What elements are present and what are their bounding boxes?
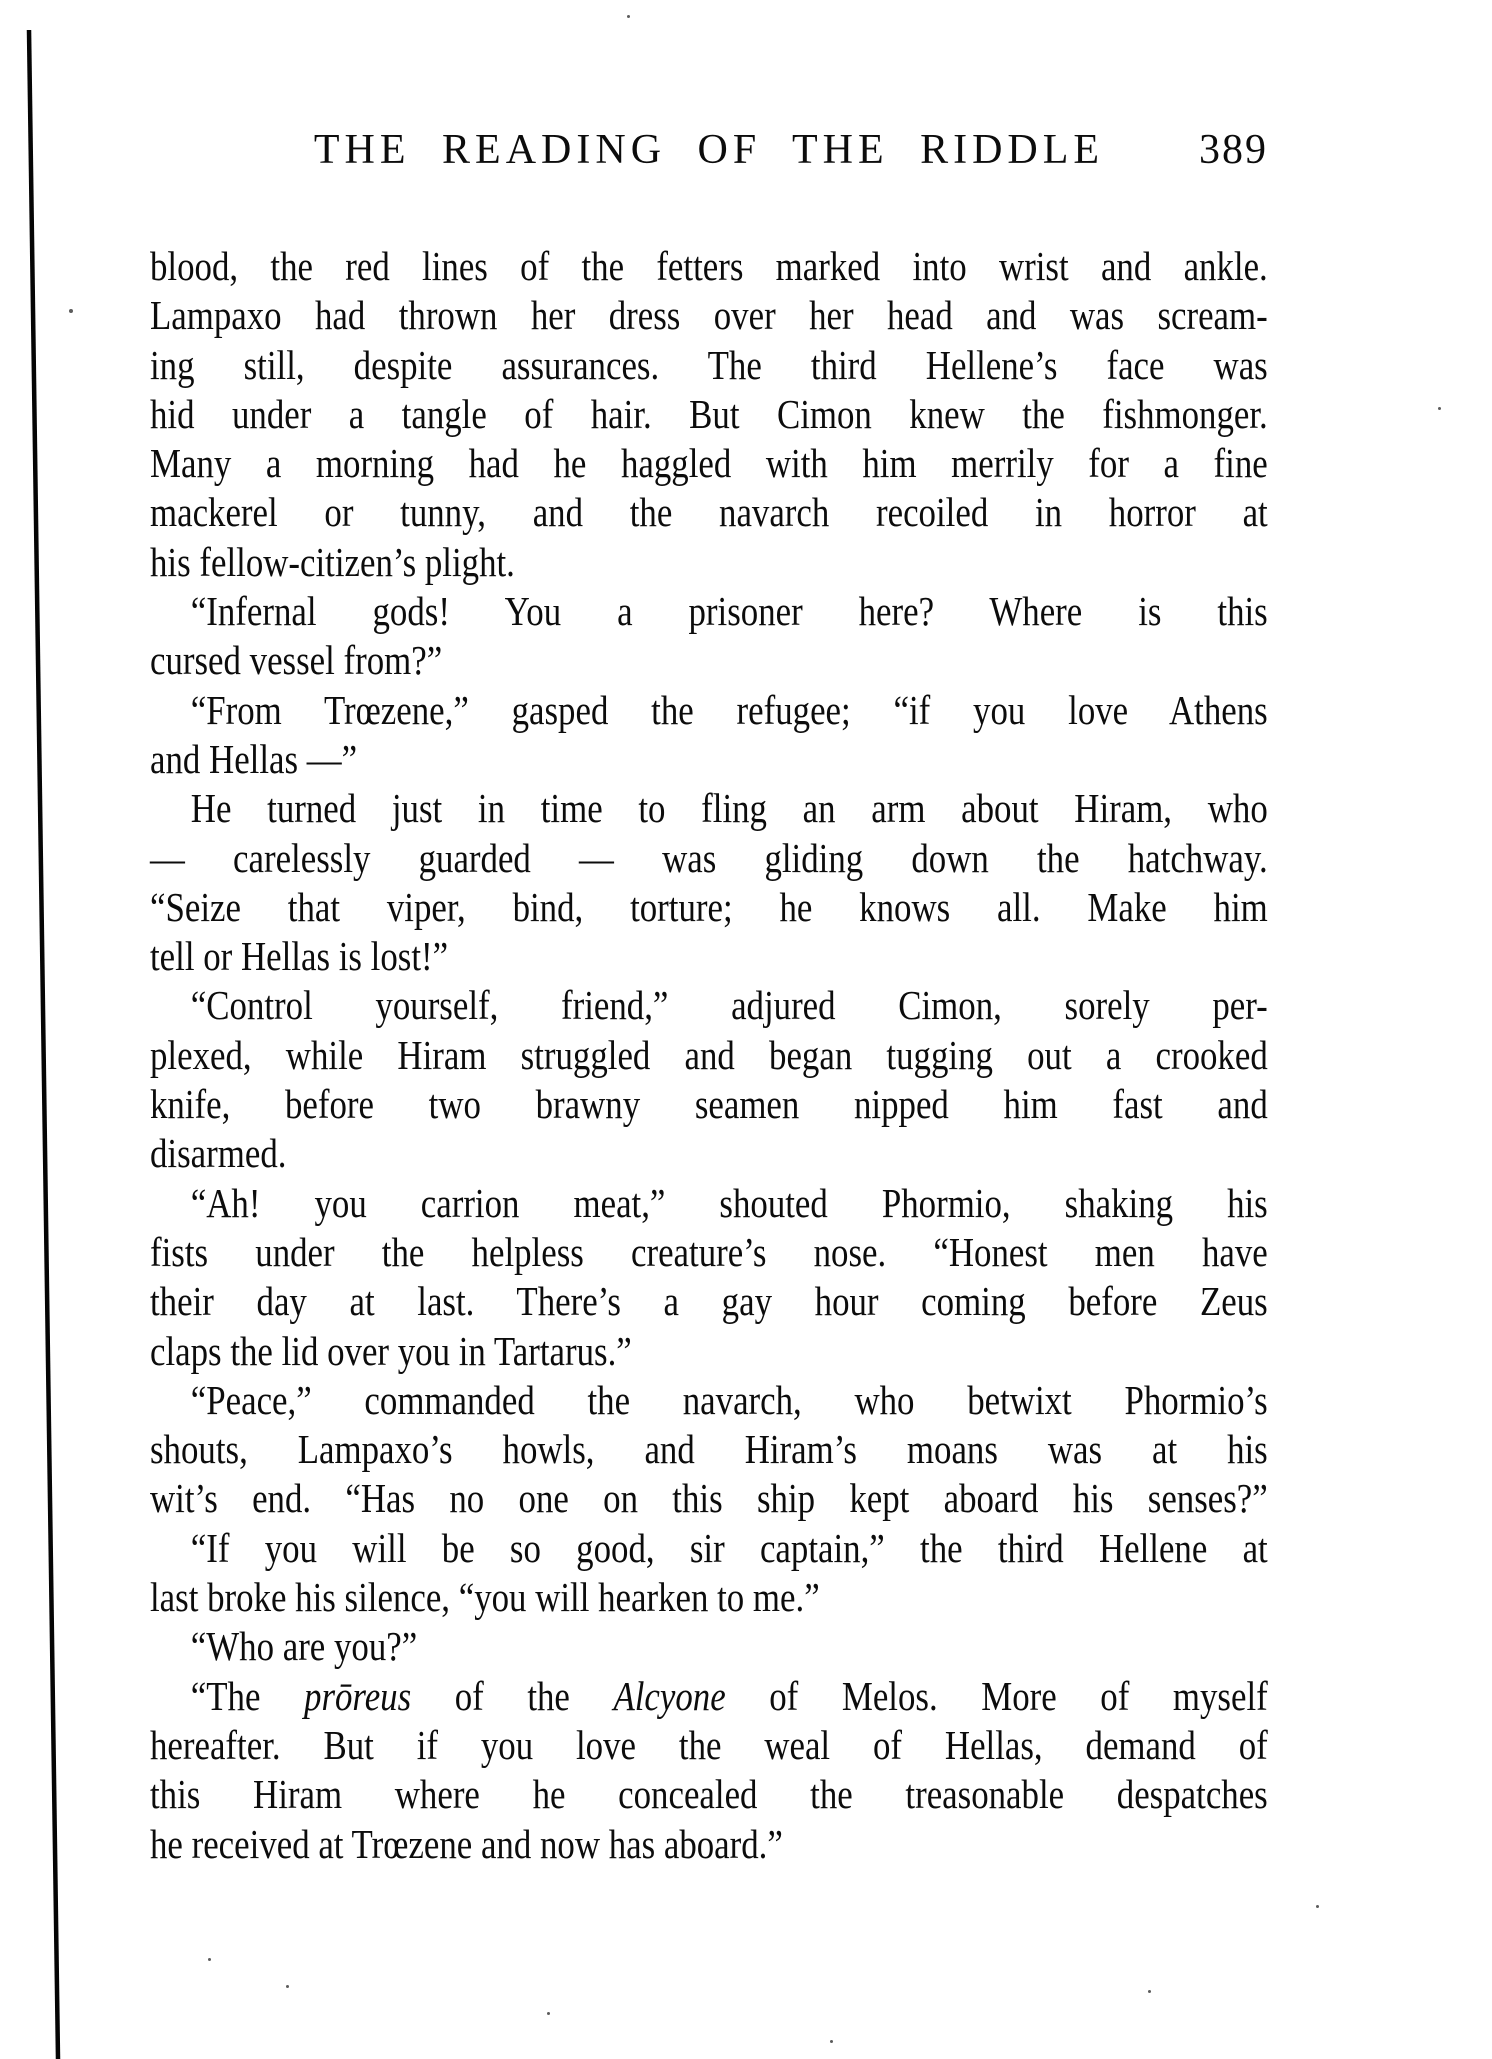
- text-line: their day at last. There’s a gay hour coming before Zeus: [150, 1278, 1268, 1325]
- text-line: last broke his silence, “you will hearken to me.”: [150, 1574, 820, 1621]
- text-line: knife, before two brawny seamen nipped him fast and: [150, 1081, 1268, 1128]
- text-line: tell or Hellas is lost!”: [150, 933, 449, 980]
- text-line: cursed vessel from?”: [150, 637, 443, 684]
- text-line: — carelessly guarded — was gliding down the hatchway.: [150, 834, 1268, 881]
- text-line: he received at Trœzene and now has aboard.”: [150, 1820, 783, 1867]
- text-line: “If you will be so good, sir captain,” the third Hellene at: [190, 1524, 1268, 1571]
- running-title: THE READING OF THE RIDDLE: [313, 127, 1105, 173]
- text-line: “From Trœzene,” gasped the refugee; “if you love Athens: [190, 686, 1268, 733]
- scan-speck: [208, 1958, 211, 1961]
- text-segment: “The: [190, 1672, 305, 1719]
- text-line: mackerel or tunny, and the navarch recoiled in horror at: [150, 489, 1268, 536]
- text-line: plexed, while Hiram struggled and began tugging out a crooked: [150, 1031, 1268, 1078]
- text-block: [150, 242, 1268, 1869]
- scan-speck: [1438, 407, 1441, 410]
- italic-term: prōreus: [304, 1672, 412, 1719]
- text-line: claps the lid over you in Tartarus.”: [150, 1327, 632, 1374]
- italic-term: Alcyone: [613, 1672, 726, 1719]
- page-edge-line: [0, 0, 80, 2059]
- text-segment: of the: [411, 1672, 614, 1719]
- page-number: 389: [1199, 127, 1268, 173]
- text-line: fists under the helpless creature’s nose. “Honest men have: [150, 1228, 1268, 1275]
- page-header: [150, 126, 1268, 178]
- scan-speck: [69, 309, 73, 313]
- text-line: disarmed.: [150, 1130, 287, 1177]
- scan-speck: [286, 1985, 289, 1988]
- text-line: hereafter. But if you love the weal of Hellas, demand of: [150, 1721, 1268, 1768]
- scan-speck: [1316, 1905, 1319, 1908]
- text-line: his fellow-citizen’s plight.: [150, 538, 515, 585]
- text-line: “Seize that viper, bind, torture; he knows all. Make him: [150, 883, 1268, 930]
- text-line: “Peace,” commanded the navarch, who betwixt Phormio’s: [190, 1376, 1268, 1423]
- text-line: He turned just in time to fling an arm about Hiram, who: [190, 785, 1268, 832]
- text-line: blood, the red lines of the fetters marked into wrist and ankle.: [150, 243, 1268, 289]
- text-line: and Hellas —”: [150, 735, 358, 782]
- text-line: “Infernal gods! You a prisoner here? Where is this: [190, 588, 1268, 635]
- text-line: “Ah! you carrion meat,” shouted Phormio, shaking his: [190, 1179, 1268, 1226]
- text-segment: of Melos. More of myself: [725, 1672, 1268, 1719]
- text-line: “Control yourself, friend,” adjured Cimon, sorely per-: [190, 982, 1268, 1029]
- text-line: ing still, despite assurances. The third Hellene’s face was: [150, 341, 1268, 388]
- text-line: Many a morning had he haggled with him merrily for a fine: [150, 440, 1268, 487]
- scan-speck: [547, 2012, 550, 2015]
- text-line: shouts, Lampaxo’s howls, and Hiram’s moans was at his: [150, 1426, 1268, 1473]
- text-line: “Who are you?”: [190, 1623, 418, 1670]
- text-line: Lampaxo had thrown her dress over her head and was scream-: [150, 292, 1268, 339]
- text-line: hid under a tangle of hair. But Cimon knew the fishmonger.: [150, 390, 1268, 437]
- scan-speck: [830, 2040, 833, 2043]
- text-line: wit’s end. “Has no one on this ship kept aboard his senses?”: [150, 1475, 1268, 1522]
- scan-speck: [627, 15, 630, 18]
- scan-speck: [1148, 1990, 1151, 1993]
- text-line: this Hiram where he concealed the treasonable despatches: [150, 1771, 1268, 1818]
- text-line: [150, 1672, 1268, 1721]
